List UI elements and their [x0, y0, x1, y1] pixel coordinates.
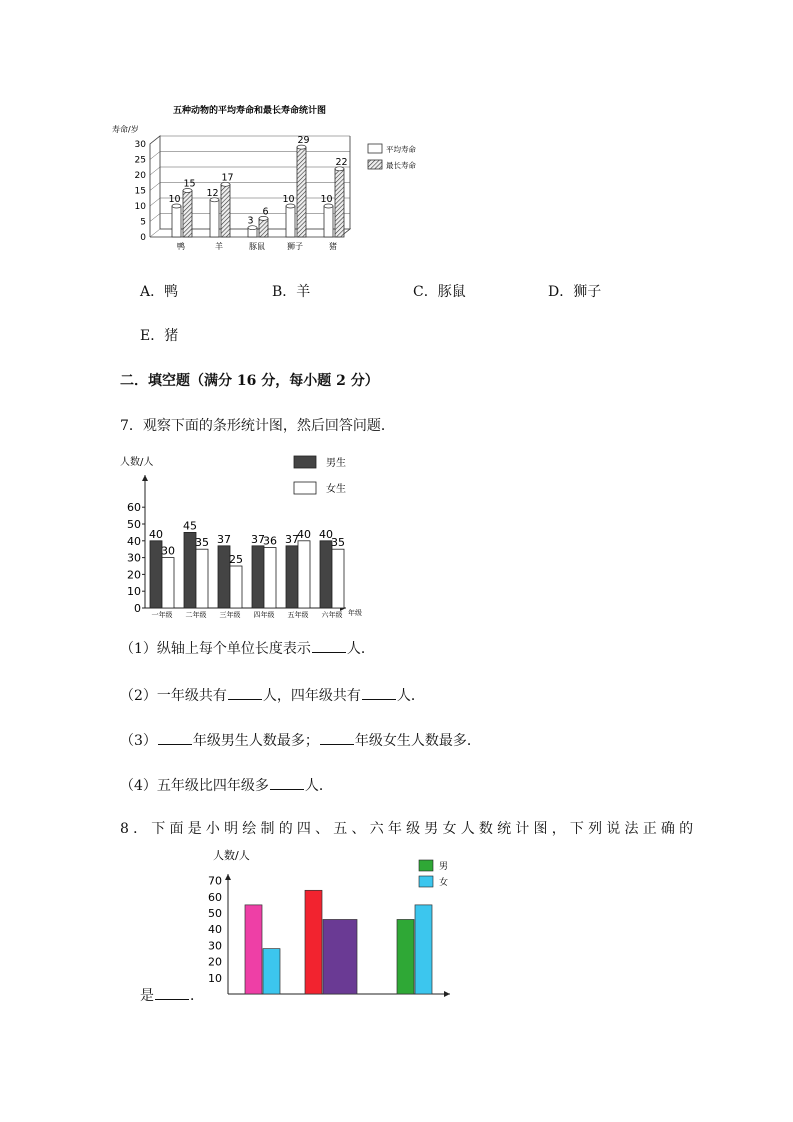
- x-tick-label: 二年级: [185, 611, 207, 619]
- bar-female: [230, 566, 242, 608]
- x-tick-label: 六年级: [321, 611, 343, 619]
- y-tick-label: 20: [134, 171, 146, 181]
- data-label: 10: [168, 194, 181, 205]
- q7-sub2-mid: 人，四年级共有: [262, 688, 361, 704]
- y-axis-arrow: [142, 475, 148, 481]
- gridline: [150, 135, 350, 147]
- grade-gender-chart: [118, 450, 378, 620]
- bar-male: [397, 919, 414, 994]
- bar-male: [320, 541, 332, 608]
- data-label: 29: [297, 135, 310, 147]
- answer-blank[interactable]: [320, 732, 354, 745]
- q7-sub2-prefix: （2）一年级共有: [120, 688, 227, 704]
- section-heading: 二．填空题（满分 16 分，每小题 2 分）: [120, 373, 379, 389]
- bar-max: [183, 191, 192, 238]
- legend-swatch-avg: [368, 144, 382, 153]
- bar-max: [259, 218, 268, 237]
- x-tick-label: 鸭: [177, 242, 185, 251]
- y-tick-label: 10: [134, 202, 146, 212]
- data-label: 12: [206, 187, 219, 199]
- legend-swatch-female: [294, 482, 316, 494]
- y-tick-label: 10: [208, 971, 222, 985]
- x-tick-label: 豚鼠: [249, 242, 265, 251]
- data-label: 35: [331, 536, 345, 550]
- q8-tail: [140, 987, 204, 1005]
- bar-avg: [286, 206, 295, 237]
- answer-blank[interactable]: [362, 687, 396, 700]
- q7-sub1-prefix: （1）纵轴上每个单位长度表示: [120, 641, 311, 657]
- gridline: [150, 183, 350, 191]
- y-tick-label: 50: [208, 907, 222, 920]
- q7-sub4: [120, 777, 333, 795]
- data-label: 10: [320, 194, 333, 205]
- y-tick-label: 50: [127, 518, 141, 531]
- option-e[interactable]: E．猪: [140, 328, 179, 344]
- x-tick-label: 五年级: [287, 611, 309, 619]
- bar-avg: [324, 206, 333, 237]
- y-tick-label: 70: [208, 874, 222, 888]
- bar-female: [196, 549, 208, 608]
- x-tick-label: 猪: [329, 242, 337, 251]
- y-tick-label: 30: [127, 551, 141, 565]
- y-axis-label: 人数/人: [213, 849, 250, 862]
- data-label: 25: [229, 553, 243, 566]
- y-tick-label: 0: [134, 602, 141, 615]
- answer-blank[interactable]: [155, 987, 189, 1000]
- y-axis-label: 人数/人: [120, 457, 154, 468]
- bar-female: [263, 949, 280, 994]
- data-label: 37: [217, 532, 231, 546]
- data-label: 40: [297, 527, 311, 541]
- answer-blank[interactable]: [228, 687, 262, 700]
- bar-female: [332, 549, 344, 608]
- bar-max: [335, 169, 344, 237]
- y-tick-label: 0: [140, 233, 146, 243]
- bar-female: [298, 541, 310, 608]
- bar-male: [305, 890, 322, 994]
- legend-max: 最长寿命: [386, 161, 416, 170]
- legend-female: 女: [439, 878, 449, 888]
- q7-sub3-prefix: （3）: [120, 733, 157, 749]
- legend-male: 男: [439, 862, 449, 872]
- y-tick-label: 40: [208, 923, 222, 937]
- q7-sub2-suffix: 人．: [396, 688, 425, 704]
- data-label: 3: [247, 215, 254, 227]
- x-tick-label: 羊: [215, 242, 223, 251]
- data-label: 22: [335, 156, 348, 168]
- option-c[interactable]: C．豚鼠: [413, 284, 466, 300]
- data-label: 10: [282, 194, 295, 205]
- q7-sub3-suffix: 年级女生人数最多．: [354, 733, 481, 749]
- y-tick-label: 20: [208, 955, 222, 969]
- x-tick-label: 狮子: [287, 242, 303, 251]
- x-tick-label: 一年级: [151, 611, 173, 619]
- q8-stem: 8．下面是小明绘制的四、五、六年级男女人数统计图，下列说法正确的: [120, 821, 698, 837]
- legend-swatch-male: [294, 456, 316, 468]
- bar-male: [245, 905, 262, 994]
- q7-sub3-mid: 年级男生人数最多；: [192, 733, 319, 749]
- gridline: [150, 167, 350, 175]
- bar-max: [297, 147, 306, 237]
- data-label: 45: [183, 519, 197, 533]
- legend-swatch-female: [419, 876, 433, 887]
- legend-swatch-max: [368, 160, 382, 169]
- bar-max: [221, 184, 230, 237]
- data-label: 35: [195, 536, 209, 550]
- answer-blank[interactable]: [158, 732, 192, 745]
- y-tick-label: 40: [127, 534, 141, 548]
- legend-female: 女生: [326, 484, 346, 495]
- x-tick-label: 三年级: [219, 611, 241, 619]
- y-tick-label: 20: [127, 568, 141, 582]
- q8-tail-suffix: ．: [190, 988, 204, 1004]
- legend-avg: 平均寿命: [386, 145, 416, 154]
- y-tick-label: 30: [134, 140, 146, 150]
- y-axis-label: 寿命/岁: [112, 125, 139, 134]
- data-label: 36: [263, 534, 277, 548]
- q7-stem: 7．观察下面的条形统计图，然后回答问题．: [120, 418, 395, 434]
- option-a[interactable]: A．鸭: [140, 284, 179, 300]
- chart-title: 五种动物的平均寿命和最长寿命统计图: [173, 106, 327, 116]
- x-tick-label: 四年级: [253, 611, 275, 619]
- q7-sub3: [120, 732, 481, 750]
- data-label: 6: [262, 206, 269, 218]
- data-label: 40: [149, 527, 163, 541]
- grade-4-6-chart: [195, 842, 465, 1002]
- y-axis-arrow: [225, 874, 231, 880]
- y-tick-label: 60: [208, 890, 222, 904]
- x-axis-arrow: [444, 991, 450, 997]
- data-label: 40: [319, 527, 333, 541]
- answer-blank[interactable]: [270, 777, 304, 790]
- q7-sub2: [120, 687, 425, 705]
- lifespan-chart: [110, 98, 440, 263]
- q7-sub4-suffix: 人．: [304, 778, 333, 794]
- bar-avg: [172, 206, 181, 237]
- legend-male: 男生: [326, 458, 346, 469]
- y-tick-label: 25: [134, 155, 146, 166]
- data-label: 37: [251, 532, 265, 546]
- answer-blank[interactable]: [312, 640, 346, 653]
- bar-male: [286, 546, 298, 608]
- bar-female: [162, 558, 174, 608]
- data-label: 17: [221, 172, 234, 184]
- data-label: 15: [183, 178, 196, 190]
- q7-sub4-prefix: （4）五年级比四年级多: [120, 778, 269, 794]
- gridline: [150, 152, 350, 160]
- y-tick-label: 60: [127, 501, 141, 515]
- data-label: 37: [285, 532, 299, 546]
- y-tick-label: 15: [134, 186, 146, 197]
- option-d[interactable]: D．狮子: [548, 284, 602, 300]
- q7-sub1: [120, 640, 375, 658]
- bar-female: [264, 548, 276, 608]
- q7-sub1-suffix: 人．: [346, 641, 375, 657]
- data-label: 30: [161, 544, 175, 558]
- bar-female: [323, 919, 357, 994]
- x-axis-label: 年级: [348, 609, 362, 617]
- q8-tail-prefix: 是: [140, 988, 154, 1004]
- bar-avg: [210, 200, 219, 237]
- y-tick-label: 30: [208, 939, 222, 953]
- bar-female: [415, 905, 432, 994]
- y-tick-label: 5: [140, 217, 146, 228]
- y-tick-label: 10: [127, 585, 141, 599]
- option-b[interactable]: B．羊: [272, 284, 311, 300]
- bar-male: [252, 546, 264, 608]
- legend-swatch-male: [419, 860, 433, 871]
